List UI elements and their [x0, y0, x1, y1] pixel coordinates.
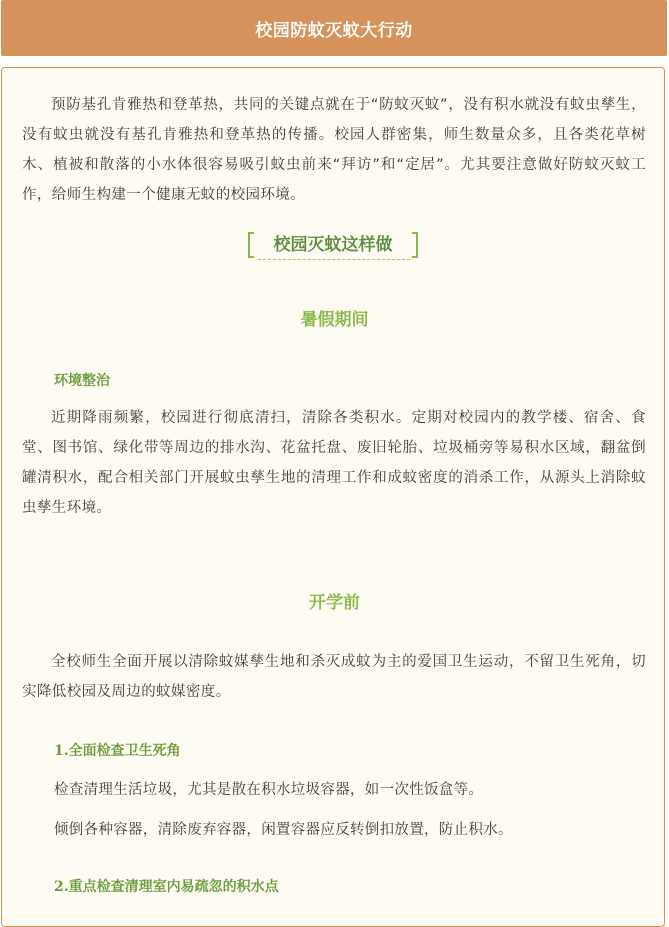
banner-underline [258, 259, 410, 260]
section-banner [248, 232, 418, 260]
right-bracket-icon [412, 232, 418, 258]
banner-label: 校园灭蚊这样做 [273, 235, 393, 255]
item1-heading: 1.全面检查卫生死角 [54, 743, 181, 759]
summer-paragraph: 近期降雨频繁，校园进行彻底清扫，清除各类积水。定期对校园内的教学楼、宿舍、食堂、图书馆、绿化带等周边的排水沟、花盆托盘、废旧轮胎、垃圾桶旁等易积水区域，翻盆倒罐清积水，配合相关部门开展蚊虫孳生地的清理工作和成蚊密度的消杀工作，从源头上消除蚊虫孳生环境。 [22, 410, 646, 516]
before-school-paragraph: 全校师生全面开展以清除蚊媒孳生地和杀灭成蚊为主的爱国卫生运动，不留卫生死角，切实降低校园及周边的蚊媒密度。 [22, 654, 646, 700]
intro-paragraph: 预防基孔肯雅热和登革热，共同的关键点就在于“防蚊灭蚊”，没有积水就没有蚊虫孳生，没有蚊虫就没有基孔肯雅热和登革热的传播。校园人群密集，师生数量众多，且各类花草树木、植被和散落的小水体很容易吸引蚊虫前来“拜访”和“定居”。尤其要注意做好防蚊灭蚊工作，给师生构建一个健康无蚊的校园环境。 [22, 97, 646, 203]
summer-heading: 暑假期间 [300, 310, 369, 330]
page-title: 校园防蚊灭蚊大行动 [255, 20, 413, 41]
item2-heading: 2.重点检查清理室内易疏忽的积水点 [54, 879, 279, 895]
item1-line2: 倾倒各种容器，清除废弃容器，闲置容器应反转倒扣放置，防止积水。 [54, 822, 513, 838]
left-bracket-icon [248, 232, 254, 258]
before-school-heading: 开学前 [309, 593, 360, 613]
environment-sub-heading: 环境整治 [54, 373, 110, 389]
page-header [1, 0, 667, 56]
item1-line1: 检查清理生活垃圾，尤其是散在积水垃圾容器，如一次性饭盒等。 [54, 782, 484, 798]
